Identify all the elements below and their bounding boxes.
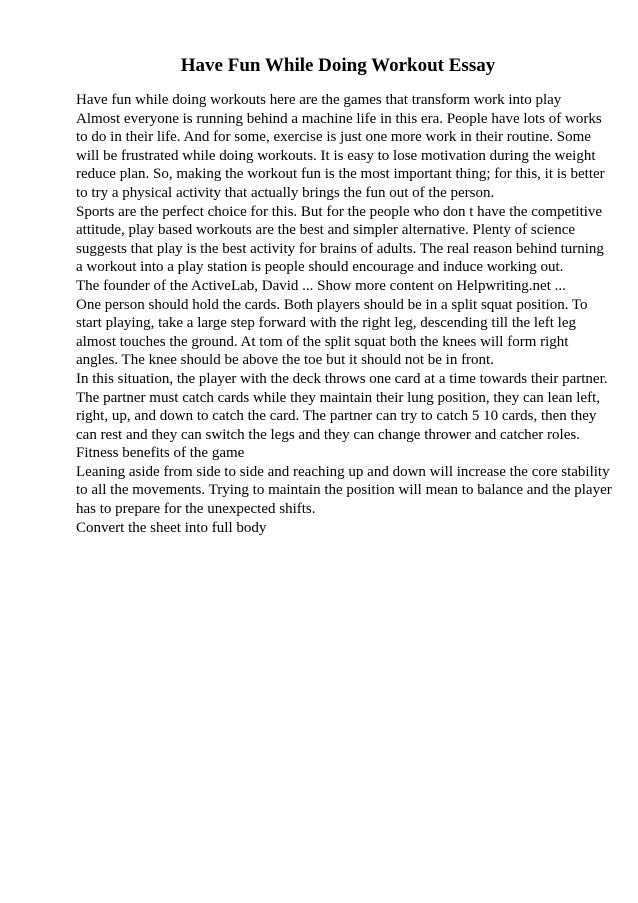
body-line: Sports are the perfect choice for this. But for the people who don t have the competitive	[76, 203, 603, 220]
body-line: to do in their life. And for some, exercise is just one more work in their routine. Some	[76, 129, 591, 146]
document-title: Have Fun While Doing Workout Essay	[180, 55, 496, 76]
body-line: Convert the sheet into full body	[76, 519, 267, 536]
body-line: Have fun while doing workouts here are the games that transform work into play	[76, 92, 562, 108]
body-line: In this situation, the player with the deck throws one card at a time towards their partner.	[76, 370, 608, 387]
body-line: can rest and they can switch the legs and they can change thrower and catcher roles.	[76, 426, 580, 443]
body-line: angles. The knee should be above the toe but it should not be in front.	[76, 352, 494, 369]
document-body	[76, 91, 616, 537]
body-line: a workout into a play station is people should encourage and induce working out.	[76, 259, 564, 276]
body-line: almost touches the ground. At tom of the split squat both the knees will form right	[76, 333, 569, 350]
body-line: has to prepare for the unexpected shifts.	[76, 501, 316, 518]
body-line: to all the movements. Trying to maintain the position will mean to balance and the player	[76, 482, 612, 499]
body-line: will be frustrated while doing workouts. It is easy to lose motivation during the weight	[76, 147, 596, 164]
body-line: Fitness benefits of the game	[76, 445, 245, 462]
body-line: Almost everyone is running behind a machine life in this era. People have lots of works	[76, 110, 602, 127]
body-line: attitude, play based workouts are the best and simpler alternative. Plenty of science	[76, 222, 576, 239]
body-line: The founder of the ActiveLab, David ... Show more content on Helpwriting.net ...	[76, 277, 566, 294]
body-line: right, up, and down to catch the card. The partner can try to catch 5 10 cards, then they	[76, 408, 597, 425]
body-line: Leaning aside from side to side and reaching up and down will increase the core stability	[76, 463, 610, 480]
body-line: One person should hold the cards. Both players should be in a split squat position. To	[76, 296, 588, 313]
body-line: start playing, take a large step forward with the right leg, descending till the left leg	[76, 315, 576, 332]
body-line: to try a physical activity that actually brings the fun out of the person.	[76, 184, 495, 201]
body-line: reduce plan. So, making the workout fun is the most important thing; for this, it is better	[76, 166, 605, 183]
body-line: The partner must catch cards while they maintain their lung position, they can lean left,	[76, 389, 600, 406]
body-line: suggests that play is the best activity for brains of adults. The real reason behind turning	[76, 240, 604, 257]
